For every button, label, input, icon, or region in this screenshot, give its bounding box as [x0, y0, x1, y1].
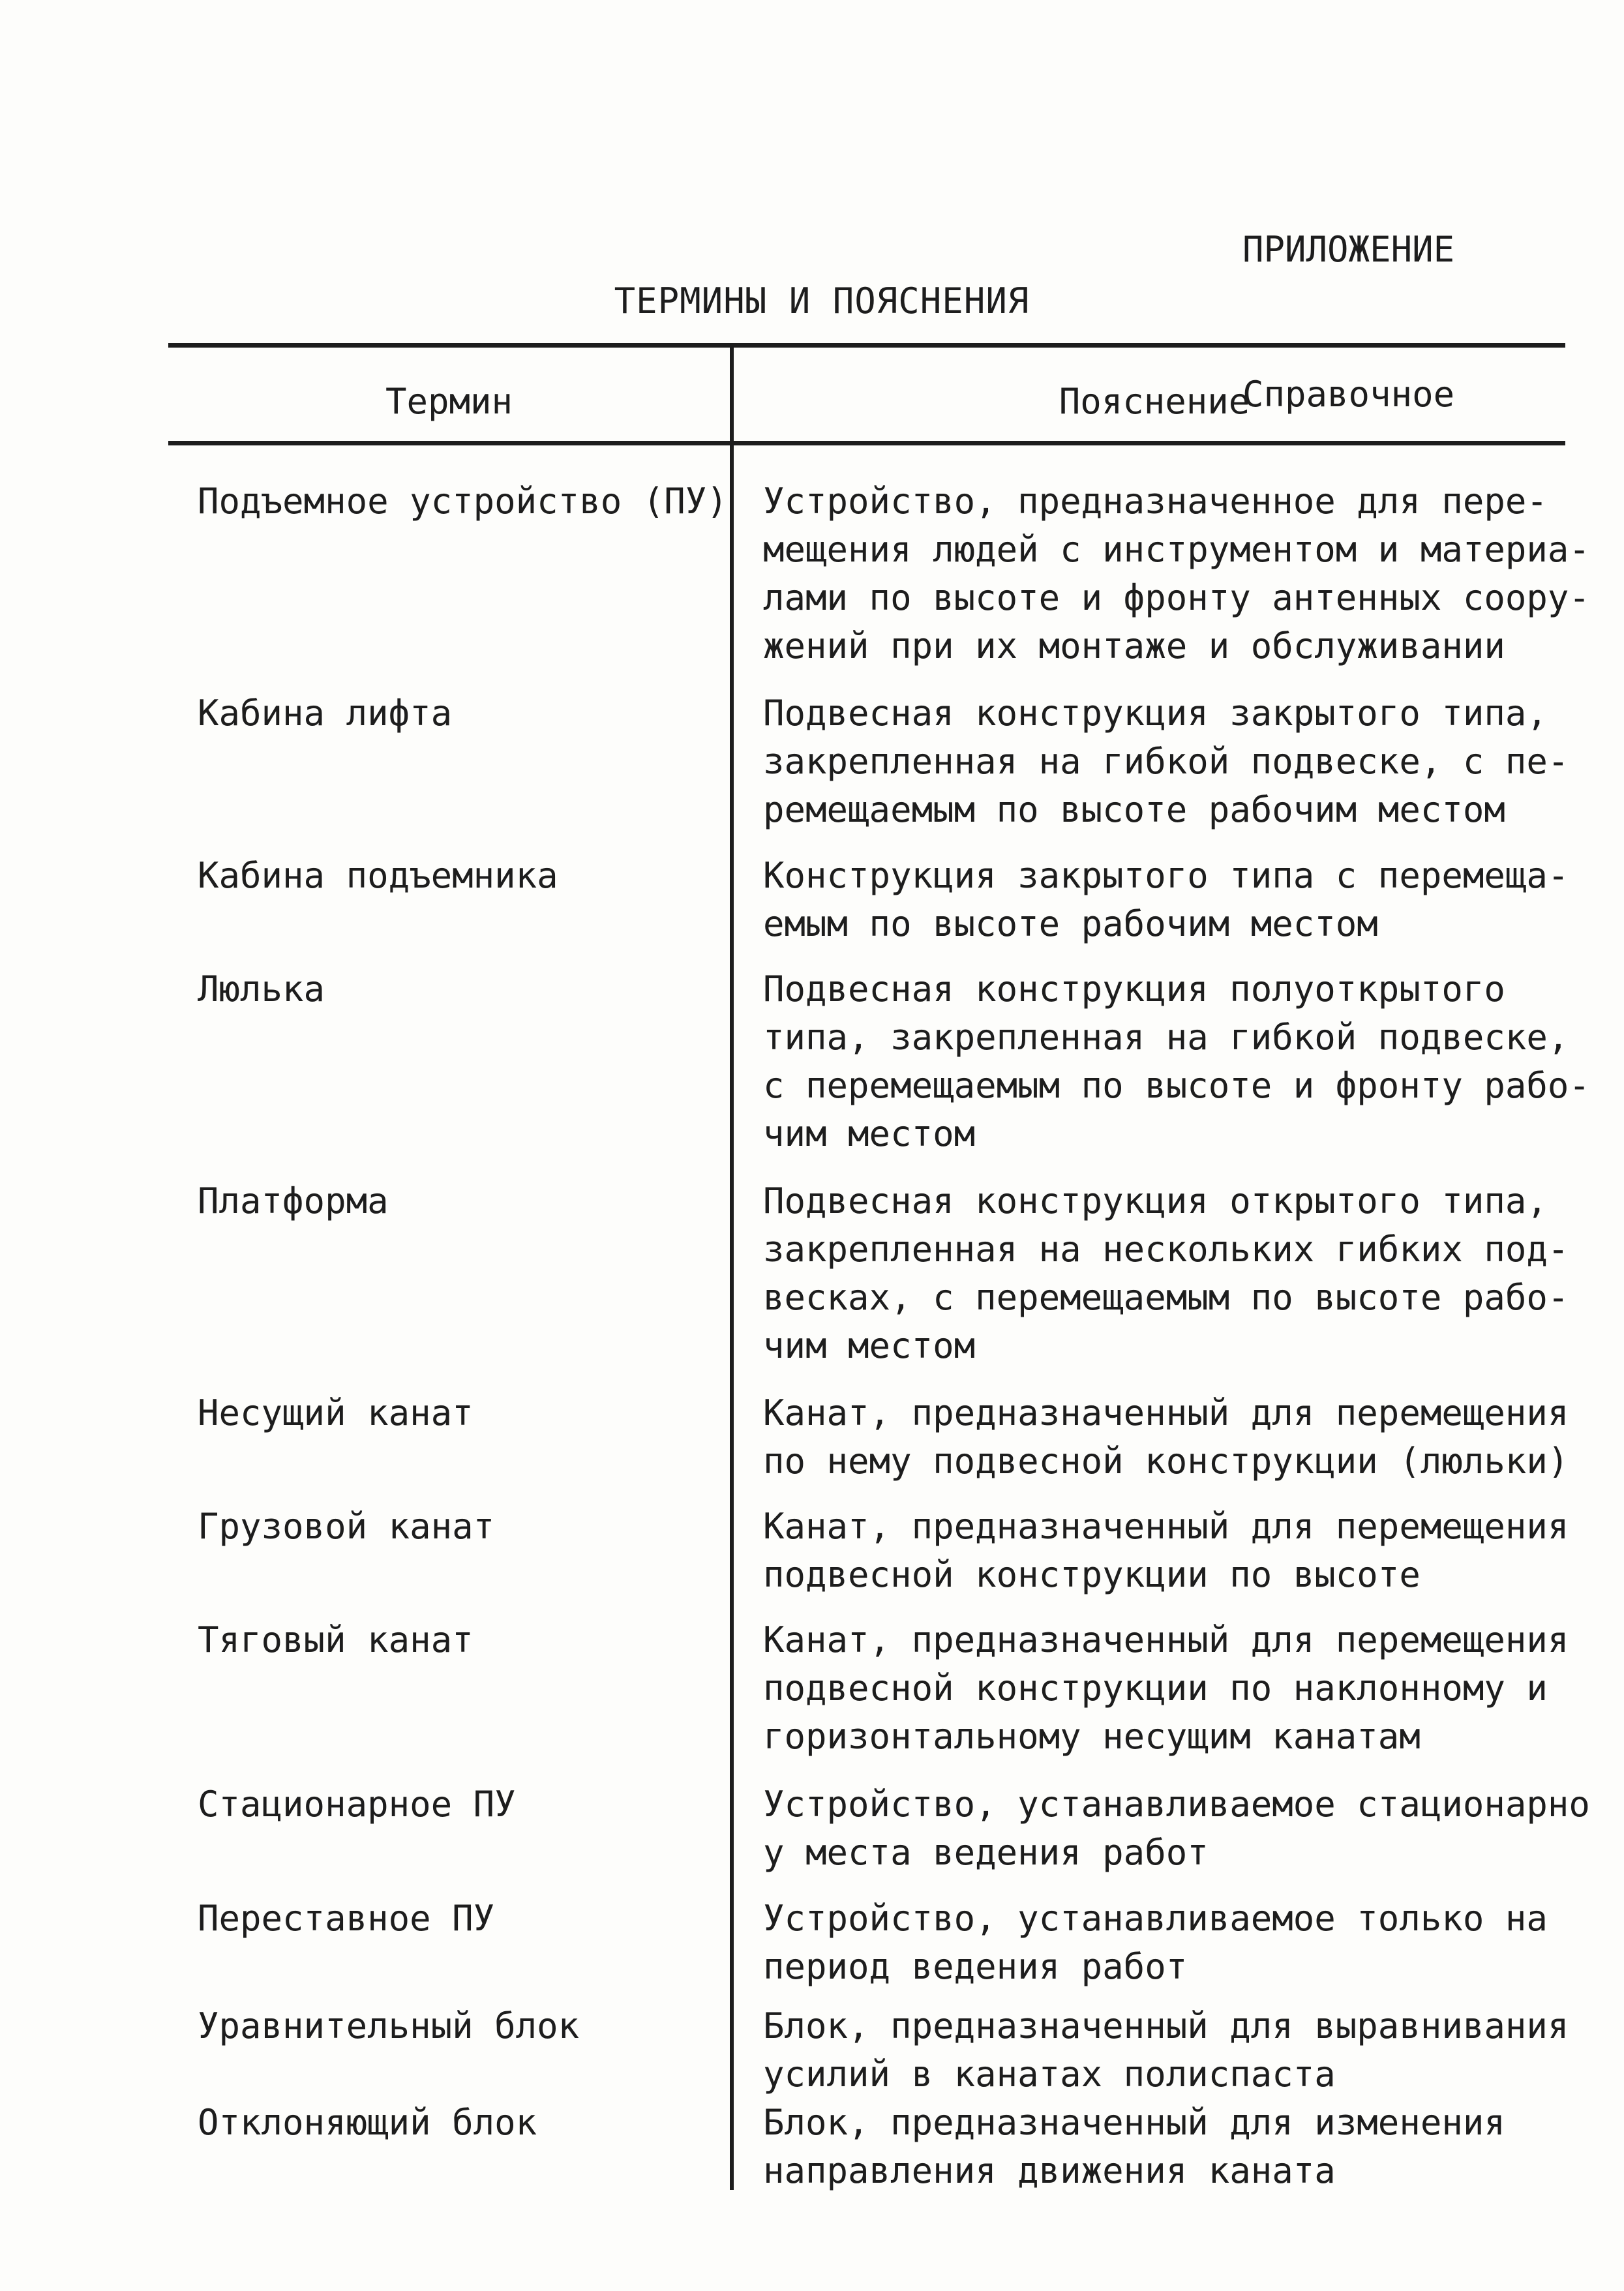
- explanation-cell: Подвесная конструкция полуоткрытого типа, закрепленная на гибкой подвеске, с перемещаемым по высоте и фронту рабо- чим местом: [763, 968, 1590, 1154]
- explanation-cell: Устройство, устанавливаемое стационарно у места ведения работ: [763, 1784, 1590, 1873]
- appendix-subtitle: Справочное: [1242, 374, 1455, 415]
- column-header-term: Термин: [385, 381, 513, 422]
- term-cell: Переставное ПУ: [198, 1898, 495, 1939]
- term-cell: Грузовой канат: [198, 1506, 495, 1547]
- term-cell: Несущий канат: [198, 1392, 474, 1433]
- explanation-cell: Подвесная конструкция закрытого типа, закрепленная на гибкой подвеске, с пе- ремещаемым по высоте рабочим местом: [763, 693, 1569, 830]
- term-cell: Тяговый канат: [198, 1619, 474, 1660]
- table-title: ТЕРМИНЫ И ПОЯСНЕНИЯ: [614, 280, 1030, 322]
- explanation-cell: Канат, предназначенный для перемещения подвесной конструкции по высоте: [763, 1506, 1569, 1595]
- term-cell: Люлька: [198, 968, 325, 1010]
- column-divider: [730, 343, 734, 2190]
- term-cell: Уравнительный блок: [198, 2005, 580, 2046]
- explanation-cell: Канат, предназначенный для перемещения подвесной конструкции по наклонному и горизонтальному несущим канатам: [763, 1619, 1569, 1757]
- explanation-cell: Устройство, предназначенное для пере- мещения людей с инструментом и материа- лами по высоте и фронту антенных соору- жений при их монтаже и обслуживании: [763, 481, 1590, 666]
- table-top-rule: [168, 343, 1565, 348]
- term-cell: Стационарное ПУ: [198, 1784, 516, 1825]
- term-cell: Кабина подъемника: [198, 855, 558, 896]
- column-header-explanation: Пояснение: [1059, 381, 1250, 422]
- explanation-cell: Конструкция закрытого типа с перемеща- емым по высоте рабочим местом: [763, 855, 1569, 944]
- explanation-cell: Подвесная конструкция открытого типа, закрепленная на нескольких гибких под- весках, с перемещаемым по высоте рабо- чим местом: [763, 1180, 1569, 1366]
- term-cell: Кабина лифта: [198, 693, 453, 734]
- table-header-rule: [168, 441, 1565, 445]
- term-cell: Подъемное устройство (ПУ): [198, 481, 728, 522]
- term-cell: Отклоняющий блок: [198, 2102, 537, 2143]
- explanation-cell: Блок, предназначенный для изменения направления движения каната: [763, 2102, 1505, 2191]
- term-cell: Платформа: [198, 1180, 389, 1221]
- appendix-title: ПРИЛОЖЕНИЕ: [1242, 229, 1455, 270]
- explanation-cell: Устройство, устанавливаемое только на период ведения работ: [763, 1898, 1548, 1987]
- explanation-cell: Канат, предназначенный для перемещения по нему подвесной конструкции (люльки): [763, 1392, 1569, 1482]
- explanation-cell: Блок, предназначенный для выравнивания усилий в канатах полиспаста: [763, 2005, 1569, 2095]
